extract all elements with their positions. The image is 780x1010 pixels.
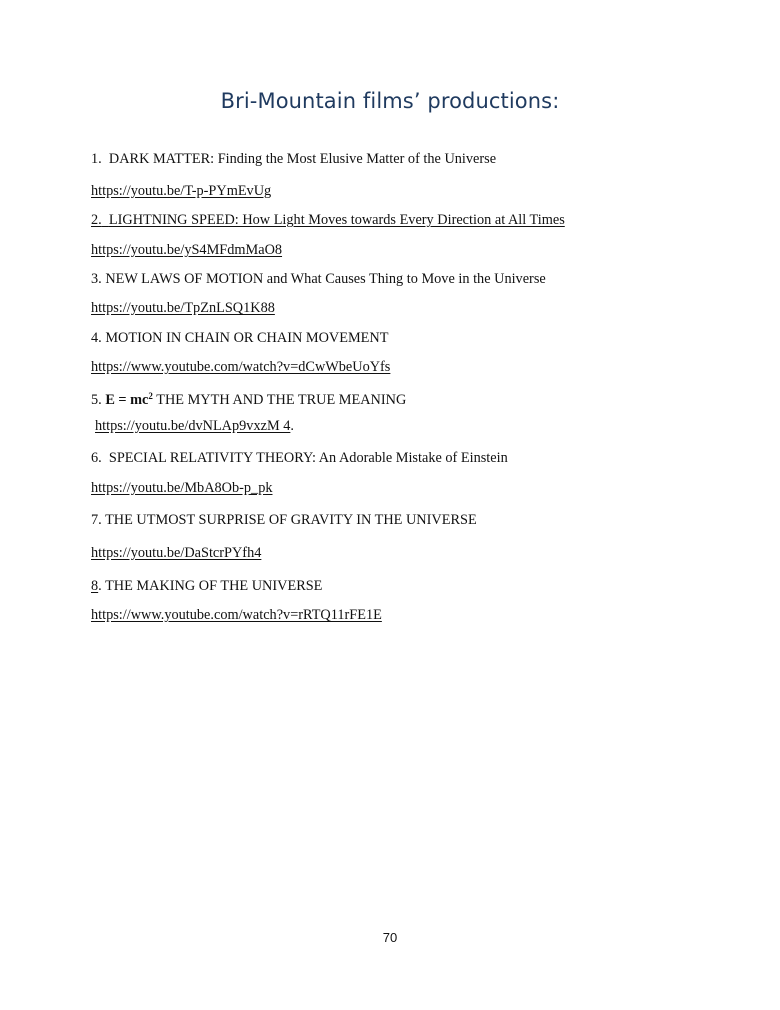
item-number: 2. [91, 212, 102, 228]
list-item-4-link-row [91, 358, 390, 376]
list-item-1-heading [91, 150, 496, 168]
item-heading: DARK MATTER: Finding the Most Elusive Matter of the Universe [108, 151, 497, 167]
item-number: 8 [91, 578, 99, 594]
list-item-1-link-row [91, 182, 271, 200]
video-link-6[interactable]: https://youtu.be/MbA8Ob-p_pk [91, 480, 273, 496]
list-item-6-heading [91, 449, 508, 467]
item-heading: LIGHTNING SPEED: How Light Moves towards Every Direction at All Times [108, 212, 565, 228]
list-item-3-heading [91, 270, 546, 288]
item-number: 3. [91, 271, 102, 287]
item-number: 5. [91, 392, 102, 408]
item-number: 1. [91, 151, 102, 167]
list-item-7-link-row [91, 544, 261, 562]
video-link-2[interactable]: https://youtu.be/yS4MFdmMaO8 [91, 242, 283, 258]
video-link-8[interactable]: https://www.youtube.com/watch?v=rRTQ11rFE1E [91, 607, 382, 623]
link-suffix: . [290, 418, 294, 434]
video-link-1[interactable]: https://youtu.be/T-p-PYmEvUg [91, 183, 272, 199]
video-link-5[interactable]: https://youtu.be/dvNLAp9vxzM 4 [95, 418, 291, 434]
item-heading: NEW LAWS OF MOTION and What Causes Thing to Move in the Universe [105, 271, 546, 287]
list-item-7-heading [91, 511, 477, 529]
formula: $E = mc^2$ [105, 391, 153, 408]
item-heading: THE UTMOST SURPRISE OF GRAVITY IN THE UNIVERSE [105, 512, 477, 528]
list-item-8-heading: 8. THE MAKING OF THE UNIVERSE [91, 578, 323, 594]
list-item-6-link-row [91, 479, 273, 497]
item-heading: THE MYTH AND THE TRUE MEANING [156, 392, 407, 408]
item-number: 7. [91, 512, 102, 528]
list-item-4-heading [91, 329, 388, 347]
list-item-2-link-row [91, 241, 282, 259]
video-link-7[interactable]: https://youtu.be/DaStcrPYfh4 [91, 545, 262, 561]
list-item-8-link-row [91, 606, 382, 624]
item-number: 6. [91, 450, 102, 466]
list-item-5-link-row [95, 417, 294, 435]
list-item-2-heading [91, 211, 565, 229]
item-heading: SPECIAL RELATIVITY THEORY: An Adorable Mistake of Einstein [108, 450, 508, 466]
page-number: 70 [382, 930, 398, 945]
page-title: Bri-Mountain films’ productions: [220, 89, 560, 113]
item-heading: MOTION IN CHAIN OR CHAIN MOVEMENT [105, 330, 389, 346]
video-link-4[interactable]: https://www.youtube.com/watch?v=dCwWbeUoYfs [91, 359, 391, 375]
item-heading: THE MAKING OF THE UNIVERSE [105, 578, 323, 594]
video-link-3[interactable]: https://youtu.be/TpZnLSQ1K88 [91, 300, 275, 316]
list-item-3-link-row [91, 299, 275, 317]
item-number: 4. [91, 330, 102, 346]
list-item-5-heading [91, 387, 406, 409]
